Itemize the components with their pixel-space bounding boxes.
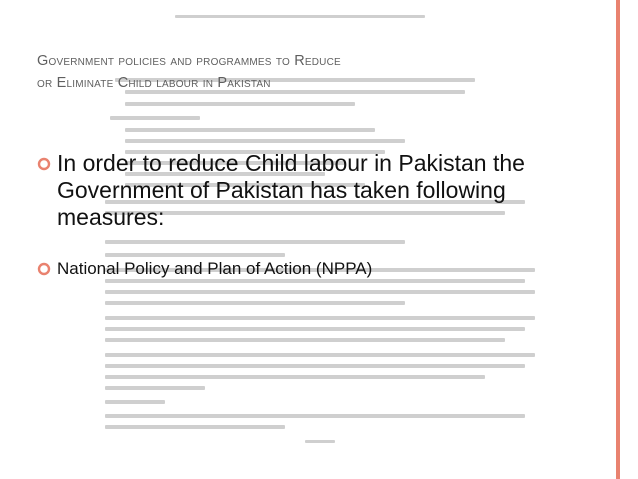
bullet-text: In order to reduce Child labour in Pakistan the Government of Pakistan has taken following measures: <box>57 150 525 230</box>
bullet-text: National Policy and Plan of Action (NPPA) <box>57 259 373 278</box>
slide-accent-border <box>616 0 620 479</box>
slide-title-line-1: Government policies and programmes to Reduce <box>37 52 341 69</box>
circle-bullet-icon <box>37 262 51 276</box>
bullet-item <box>37 150 597 231</box>
bullet-item <box>37 258 597 280</box>
slide-title-line-2: or Eliminate Child labour in Pakistan <box>37 74 271 91</box>
bullet-list <box>37 150 597 280</box>
circle-bullet-icon <box>37 157 51 171</box>
slide-title <box>37 50 597 94</box>
